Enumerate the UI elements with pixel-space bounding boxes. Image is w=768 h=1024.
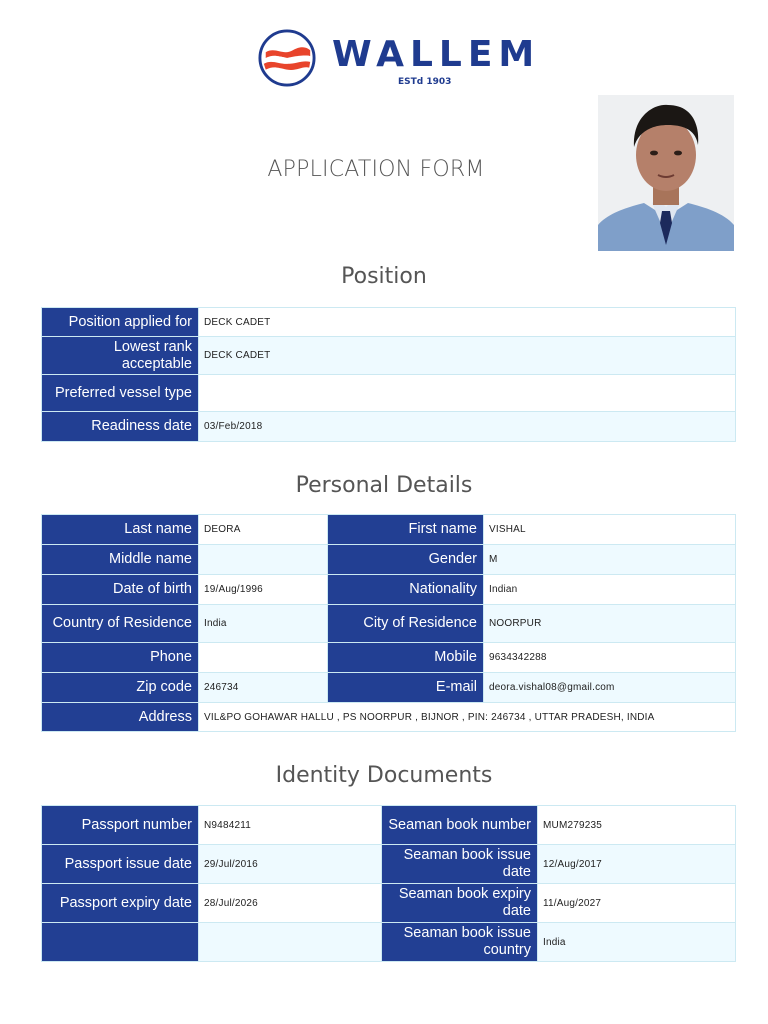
flag-logo-icon	[258, 29, 316, 87]
field-value: N9484211	[199, 806, 382, 845]
field-value: deora.vishal08@gmail.com	[484, 673, 736, 703]
table-row	[42, 605, 736, 643]
field-label: Mobile	[328, 643, 484, 673]
field-label: Passport issue date	[42, 845, 199, 884]
field-value: 246734	[199, 673, 328, 703]
logo-established: ESTd 1903	[398, 77, 452, 87]
table-row	[42, 412, 736, 442]
field-value: DECK CADET	[199, 337, 736, 375]
form-title: APPLICATION FORM	[267, 157, 485, 182]
field-label: Passport expiry date	[42, 884, 199, 923]
table-row	[42, 643, 736, 673]
field-label: Seaman book number	[382, 806, 538, 845]
field-label: Address	[42, 703, 199, 732]
field-value: 03/Feb/2018	[199, 412, 736, 442]
field-label: Seaman book issue date	[382, 845, 538, 884]
field-label: City of Residence	[328, 605, 484, 643]
field-label: Date of birth	[42, 575, 199, 605]
field-value: DECK CADET	[199, 308, 736, 337]
field-label: Passport number	[42, 806, 199, 845]
table-row	[42, 375, 736, 412]
field-value: NOORPUR	[484, 605, 736, 643]
position-table	[41, 307, 736, 442]
wallem-logo	[256, 27, 541, 91]
field-label: Last name	[42, 515, 199, 545]
field-label: Seaman book expiry date	[382, 884, 538, 923]
table-row	[42, 515, 736, 545]
field-label: Seaman book issue country	[382, 923, 538, 962]
field-value: 11/Aug/2027	[538, 884, 736, 923]
field-label: Zip code	[42, 673, 199, 703]
field-label: Middle name	[42, 545, 199, 575]
field-value: DEORA	[199, 515, 328, 545]
table-row	[42, 337, 736, 375]
field-label: First name	[328, 515, 484, 545]
table-row	[42, 575, 736, 605]
field-label: E-mail	[328, 673, 484, 703]
field-value: M	[484, 545, 736, 575]
table-row	[42, 673, 736, 703]
field-label: Nationality	[328, 575, 484, 605]
table-row	[42, 308, 736, 337]
field-label: Lowest rank acceptable	[42, 337, 199, 375]
section-title-position: Position	[341, 264, 427, 289]
field-label: Country of Residence	[42, 605, 199, 643]
field-label: Gender	[328, 545, 484, 575]
field-value	[199, 923, 382, 962]
field-value: 28/Jul/2026	[199, 884, 382, 923]
field-value: India	[538, 923, 736, 962]
section-title-identity-documents: Identity Documents	[275, 763, 493, 788]
personal-details-table	[41, 514, 736, 732]
field-label: Phone	[42, 643, 199, 673]
field-label: Readiness date	[42, 412, 199, 442]
field-value: VISHAL	[484, 515, 736, 545]
table-row	[42, 923, 736, 962]
field-label: Preferred vessel type	[42, 375, 199, 412]
table-row	[42, 703, 736, 732]
table-row	[42, 806, 736, 845]
identity-documents-table	[41, 805, 736, 962]
table-row	[42, 884, 736, 923]
field-value	[199, 375, 736, 412]
field-value: India	[199, 605, 328, 643]
field-label: Position applied for	[42, 308, 199, 337]
field-value	[199, 643, 328, 673]
field-value	[199, 545, 328, 575]
table-row	[42, 545, 736, 575]
field-value: VIL&PO GOHAWAR HALLU , PS NOORPUR , BIJNOR , PIN: 246734 , UTTAR PRADESH, INDIA	[199, 703, 736, 732]
field-value: 12/Aug/2017	[538, 845, 736, 884]
section-title-personal-details: Personal Details	[295, 473, 473, 498]
table-row	[42, 845, 736, 884]
field-value: 19/Aug/1996	[199, 575, 328, 605]
field-value: 9634342288	[484, 643, 736, 673]
field-label	[42, 923, 199, 962]
logo-wordmark: WALLEM	[332, 34, 541, 75]
field-value: 29/Jul/2016	[199, 845, 382, 884]
field-value: MUM279235	[538, 806, 736, 845]
field-value: Indian	[484, 575, 736, 605]
